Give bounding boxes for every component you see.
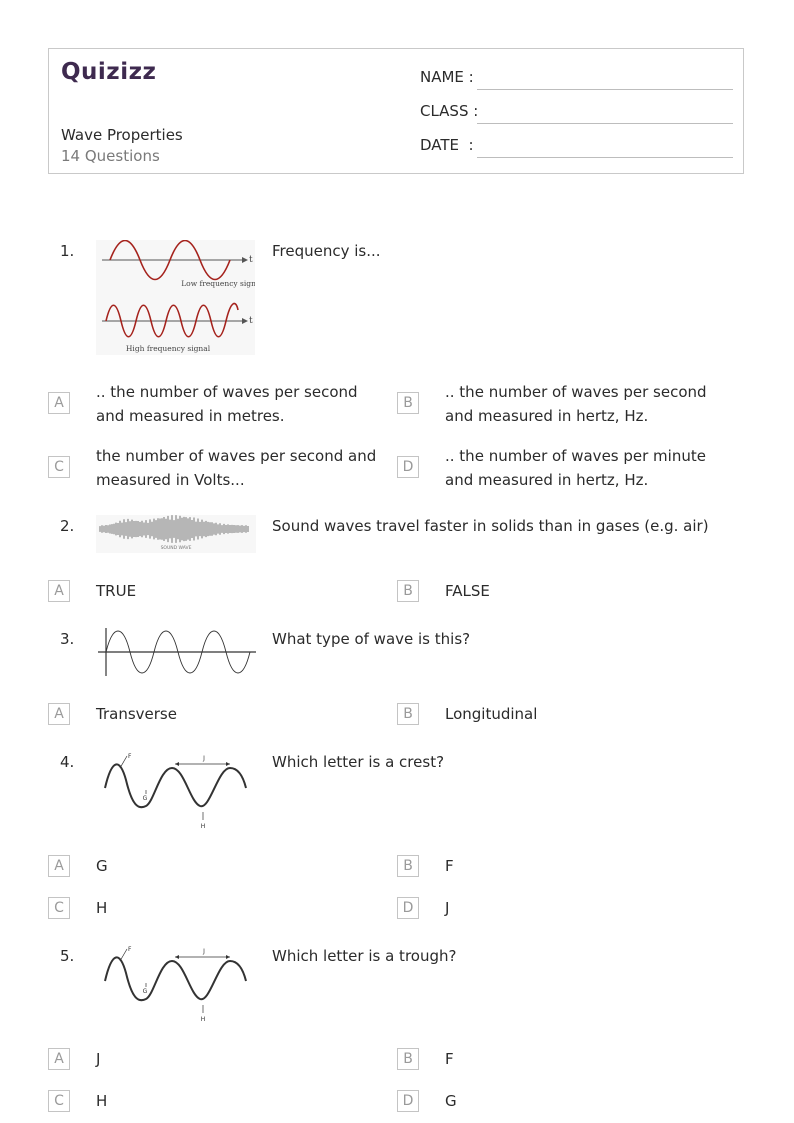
option-a-box[interactable]: A: [48, 855, 70, 877]
option-d-box[interactable]: D: [397, 1090, 419, 1112]
option-a-text: G: [96, 857, 108, 875]
date-field[interactable]: [477, 157, 733, 158]
question-text: Frequency is...: [272, 242, 381, 260]
name-field[interactable]: [477, 89, 733, 90]
option-b-text: FALSE: [445, 582, 490, 600]
option-c-box[interactable]: C: [48, 1090, 70, 1112]
time-axis-label-2: t: [249, 316, 253, 326]
option-d-box[interactable]: D: [397, 456, 419, 478]
label-f: F: [128, 753, 132, 760]
option-d-box[interactable]: D: [397, 897, 419, 919]
question-number: 4.: [60, 753, 75, 771]
transverse-wave-image: [96, 626, 256, 678]
label-h: H: [200, 1016, 206, 1023]
option-a-text: J: [96, 1050, 101, 1068]
label-j: J: [203, 755, 205, 762]
frequency-signal-image: [96, 240, 255, 355]
question-number: 5.: [60, 947, 75, 965]
option-d-text: .. the number of waves per minute and measured in hertz, Hz.: [445, 447, 706, 489]
label-g: G: [142, 795, 148, 802]
option-b-box[interactable]: B: [397, 392, 419, 414]
sound-waveform: [96, 515, 256, 553]
question-number: 2.: [60, 517, 75, 535]
option-c-box[interactable]: C: [48, 456, 70, 478]
option-b-box[interactable]: B: [397, 580, 419, 602]
low-frequency-caption: Low frequency signal: [181, 279, 255, 288]
option-b-text: F: [445, 857, 454, 875]
label-h: H: [200, 823, 206, 830]
time-axis-label-1: t: [249, 255, 253, 265]
option-a-text: TRUE: [96, 582, 137, 600]
wave-crest-diagram: [100, 750, 250, 832]
option-d-text: G: [445, 1092, 457, 1110]
option-b-box[interactable]: B: [397, 1048, 419, 1070]
option-b-text: Longitudinal: [445, 705, 538, 723]
class-label: CLASS :: [420, 102, 479, 120]
date-label: DATE :: [420, 136, 474, 154]
worksheet-title: Wave Properties: [61, 126, 183, 144]
question-text: Which letter is a crest?: [272, 753, 445, 771]
label-g: G: [142, 988, 148, 995]
worksheet-header: [48, 48, 744, 174]
option-b-text: .. the number of waves per second and measured in hertz, Hz.: [445, 383, 707, 425]
option-c-text: the number of waves per second and measured in Volts...: [96, 447, 377, 489]
option-d-text: J: [445, 899, 450, 917]
option-a-box[interactable]: A: [48, 1048, 70, 1070]
option-b-text: F: [445, 1050, 454, 1068]
option-a-box[interactable]: A: [48, 392, 70, 414]
option-a-text: .. the number of waves per second and measured in metres.: [96, 383, 358, 425]
sound-wave-image: [96, 515, 256, 553]
option-c-text: H: [96, 1092, 108, 1110]
label-f: F: [128, 946, 132, 953]
quizizz-logo: Quizizz: [61, 59, 157, 85]
question-number: 1.: [60, 242, 75, 260]
option-b-box[interactable]: B: [397, 855, 419, 877]
question-count: 14 Questions: [61, 147, 160, 165]
option-c-box[interactable]: C: [48, 897, 70, 919]
class-field[interactable]: [477, 123, 733, 124]
question-text: Sound waves travel faster in solids than in gases (e.g. air): [272, 517, 709, 535]
question-text: Which letter is a trough?: [272, 947, 457, 965]
name-label: NAME :: [420, 68, 474, 86]
label-j: J: [203, 948, 205, 955]
sound-wave-caption: SOUND WAVE: [160, 546, 192, 551]
high-frequency-caption: High frequency signal: [125, 344, 211, 353]
question-text: What type of wave is this?: [272, 630, 471, 648]
option-c-text: H: [96, 899, 108, 917]
question-number: 3.: [60, 630, 75, 648]
wave-trough-diagram: [100, 943, 250, 1025]
option-b-box[interactable]: B: [397, 703, 419, 725]
option-a-box[interactable]: A: [48, 703, 70, 725]
option-a-box[interactable]: A: [48, 580, 70, 602]
option-a-text: Transverse: [96, 705, 177, 723]
